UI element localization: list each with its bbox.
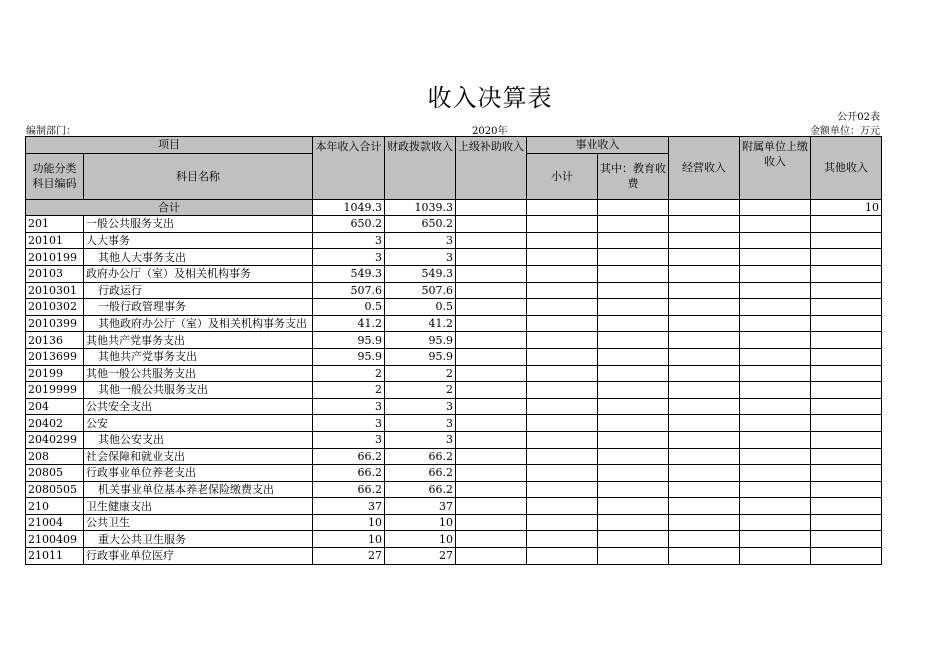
empty-cell (527, 315, 598, 332)
empty-cell (527, 265, 598, 282)
empty-cell (740, 431, 811, 448)
row-fiscal: 2 (385, 365, 456, 382)
empty-cell (811, 498, 882, 515)
row-fiscal: 3 (385, 398, 456, 415)
empty-cell (527, 531, 598, 548)
header-affiliate: 附属单位上缴收入 (740, 137, 811, 200)
row-total: 95.9 (313, 348, 385, 365)
empty-cell (527, 299, 598, 316)
empty-cell (740, 348, 811, 365)
row-code: 204 (26, 398, 84, 415)
empty-cell (811, 481, 882, 498)
row-total: 549.3 (313, 265, 385, 282)
empty-cell (456, 216, 527, 233)
empty-cell (456, 548, 527, 565)
empty-cell (740, 265, 811, 282)
row-fiscal: 507.6 (385, 282, 456, 299)
empty-cell (456, 531, 527, 548)
empty-cell (527, 382, 598, 399)
row-fiscal: 95.9 (385, 332, 456, 349)
row-code: 2010302 (26, 299, 84, 316)
empty-cell (527, 415, 598, 432)
empty-cell (598, 481, 669, 498)
row-total: 3 (313, 431, 385, 448)
row-name: 行政事业单位医疗 (84, 548, 313, 565)
empty-cell (598, 265, 669, 282)
row-code: 20199 (26, 365, 84, 382)
row-code: 2013699 (26, 348, 84, 365)
row-code: 21011 (26, 548, 84, 565)
table-row (26, 548, 882, 565)
row-name: 重大公共卫生服务 (84, 531, 313, 548)
row-code: 208 (26, 448, 84, 465)
row-code: 20402 (26, 415, 84, 432)
empty-cell (456, 382, 527, 399)
row-name: 其他一般公共服务支出 (84, 382, 313, 399)
empty-cell (740, 232, 811, 249)
empty-cell (598, 398, 669, 415)
empty-cell (598, 332, 669, 349)
empty-cell (669, 548, 740, 565)
row-name: 一般公共服务支出 (84, 216, 313, 233)
empty-cell (669, 315, 740, 332)
empty-cell (811, 514, 882, 531)
empty-cell (598, 514, 669, 531)
row-total: 3 (313, 232, 385, 249)
row-code: 20136 (26, 332, 84, 349)
empty-cell (811, 398, 882, 415)
empty-cell (669, 531, 740, 548)
empty-cell (527, 348, 598, 365)
table-row (26, 531, 882, 548)
empty-cell (669, 265, 740, 282)
empty-cell (740, 299, 811, 316)
empty-cell (669, 216, 740, 233)
row-fiscal: 2 (385, 382, 456, 399)
row-name: 其他一般公共服务支出 (84, 365, 313, 382)
empty-cell (456, 465, 527, 482)
empty-cell (740, 498, 811, 515)
row-name: 公安 (84, 415, 313, 432)
empty-cell (669, 498, 740, 515)
row-code: 21004 (26, 514, 84, 531)
empty-cell (740, 216, 811, 233)
row-code: 2010199 (26, 249, 84, 266)
empty-cell (669, 465, 740, 482)
row-total: 66.2 (313, 448, 385, 465)
table-row (26, 498, 882, 515)
empty-cell (598, 249, 669, 266)
row-name: 其他共产党事务支出 (84, 348, 313, 365)
empty-cell (740, 282, 811, 299)
row-code: 2010301 (26, 282, 84, 299)
row-name: 卫生健康支出 (84, 498, 313, 515)
empty-cell (811, 465, 882, 482)
empty-cell (740, 448, 811, 465)
empty-cell (669, 282, 740, 299)
header-edu: 其中：教育收费 (598, 153, 669, 199)
row-total: 650.2 (313, 216, 385, 233)
empty-cell (456, 514, 527, 531)
page-title: 收入决算表 (427, 84, 553, 112)
row-name: 一般行政管理事务 (84, 299, 313, 316)
header-total: 本年收入合计 (313, 137, 385, 200)
empty-cell (811, 299, 882, 316)
row-total: 66.2 (313, 465, 385, 482)
empty-cell (669, 431, 740, 448)
empty-cell (740, 481, 811, 498)
empty-cell (456, 265, 527, 282)
empty-cell (456, 448, 527, 465)
row-code: 210 (26, 498, 84, 515)
row-total: 507.6 (313, 282, 385, 299)
empty-cell (527, 249, 598, 266)
empty-cell (456, 481, 527, 498)
empty-cell (811, 232, 882, 249)
empty-cell (456, 299, 527, 316)
empty-cell (811, 531, 882, 548)
empty-cell (598, 348, 669, 365)
empty-cell (811, 265, 882, 282)
table-row (26, 365, 882, 382)
row-total: 3 (313, 398, 385, 415)
table-row (26, 282, 882, 299)
empty-cell (527, 398, 598, 415)
empty-cell (669, 448, 740, 465)
empty-cell (740, 531, 811, 548)
header-subtotal: 小计 (527, 153, 598, 199)
form-number: 公开02表 (837, 112, 880, 123)
empty-cell (740, 365, 811, 382)
row-fiscal: 0.5 (385, 299, 456, 316)
row-name: 其他公安支出 (84, 431, 313, 448)
header-other: 其他收入 (811, 137, 882, 200)
row-fiscal: 37 (385, 498, 456, 515)
empty-cell (527, 232, 598, 249)
empty-cell (527, 514, 598, 531)
income-table (25, 136, 882, 565)
row-fiscal: 549.3 (385, 265, 456, 282)
row-code: 2080505 (26, 481, 84, 498)
row-name: 其他政府办公厅（室）及相关机构事务支出 (84, 315, 313, 332)
row-total: 10 (313, 531, 385, 548)
row-name: 人大事务 (84, 232, 313, 249)
empty-cell (527, 498, 598, 515)
row-name: 其他人大事务支出 (84, 249, 313, 266)
empty-cell (527, 431, 598, 448)
table-row (26, 348, 882, 365)
table-row (26, 514, 882, 531)
empty-cell (669, 514, 740, 531)
empty-cell (811, 332, 882, 349)
empty-cell (456, 249, 527, 266)
empty-cell (740, 315, 811, 332)
header-business: 事业收入 (527, 137, 669, 154)
empty-cell (527, 216, 598, 233)
empty-cell (740, 398, 811, 415)
empty-cell (598, 548, 669, 565)
row-name: 公共安全支出 (84, 398, 313, 415)
empty-cell (527, 332, 598, 349)
empty-cell (811, 216, 882, 233)
row-code: 2019999 (26, 382, 84, 399)
table-row (26, 415, 882, 432)
table-row (26, 332, 882, 349)
row-total: 2 (313, 365, 385, 382)
table-row (26, 465, 882, 482)
empty-cell (527, 548, 598, 565)
row-name: 社会保障和就业支出 (84, 448, 313, 465)
row-fiscal: 3 (385, 415, 456, 432)
empty-cell (598, 315, 669, 332)
empty-cell (527, 448, 598, 465)
empty-cell (811, 365, 882, 382)
total-amount: 1049.3 (313, 199, 385, 216)
total-row (26, 199, 882, 216)
table-row (26, 481, 882, 498)
row-name: 行政事业单位养老支出 (84, 465, 313, 482)
empty-cell (598, 382, 669, 399)
table-row (26, 431, 882, 448)
row-fiscal: 3 (385, 431, 456, 448)
table-row (26, 398, 882, 415)
total-other: 10 (811, 199, 882, 216)
empty-cell (811, 315, 882, 332)
row-code: 2010399 (26, 315, 84, 332)
empty-cell (598, 415, 669, 432)
table-row (26, 448, 882, 465)
row-name: 行政运行 (84, 282, 313, 299)
empty-cell (456, 282, 527, 299)
row-name: 其他共产党事务支出 (84, 332, 313, 349)
table-row (26, 265, 882, 282)
empty-cell (740, 514, 811, 531)
empty-cell (740, 415, 811, 432)
table-row (26, 249, 882, 266)
empty-cell (811, 548, 882, 565)
row-total: 41.2 (313, 315, 385, 332)
empty-cell (669, 415, 740, 432)
row-code: 20805 (26, 465, 84, 482)
row-total: 37 (313, 498, 385, 515)
empty-cell (740, 332, 811, 349)
empty-cell (669, 398, 740, 415)
empty-cell (669, 232, 740, 249)
empty-cell (598, 282, 669, 299)
row-total: 95.9 (313, 332, 385, 349)
empty-cell (527, 481, 598, 498)
row-total: 0.5 (313, 299, 385, 316)
row-fiscal: 650.2 (385, 216, 456, 233)
empty-cell (598, 299, 669, 316)
empty-cell (740, 548, 811, 565)
empty-cell (740, 382, 811, 399)
row-name: 公共卫生 (84, 514, 313, 531)
empty-cell (669, 481, 740, 498)
empty-cell (669, 332, 740, 349)
row-code: 2040299 (26, 431, 84, 448)
dept-label: 编制部门： (26, 126, 76, 137)
header-fiscal: 财政拨款收入 (385, 137, 456, 200)
table-row (26, 315, 882, 332)
row-total: 10 (313, 514, 385, 531)
empty-cell (527, 282, 598, 299)
empty-cell (598, 465, 669, 482)
year-label: 2020年 (472, 126, 508, 137)
total-label: 合计 (26, 199, 313, 216)
empty-cell (598, 448, 669, 465)
row-fiscal: 41.2 (385, 315, 456, 332)
empty-cell (740, 465, 811, 482)
unit-label: 金额单位：万元 (810, 126, 880, 137)
row-name: 机关事业单位基本养老保险缴费支出 (84, 481, 313, 498)
empty-cell (456, 232, 527, 249)
empty-cell (740, 249, 811, 266)
empty-cell (456, 398, 527, 415)
empty-cell (598, 498, 669, 515)
row-fiscal: 3 (385, 249, 456, 266)
empty-cell (811, 448, 882, 465)
row-code: 20101 (26, 232, 84, 249)
table-row (26, 216, 882, 233)
empty-cell (527, 465, 598, 482)
row-code: 2100409 (26, 531, 84, 548)
empty-cell (527, 365, 598, 382)
row-fiscal: 66.2 (385, 465, 456, 482)
empty-cell (811, 382, 882, 399)
row-total: 3 (313, 415, 385, 432)
empty-cell (598, 531, 669, 548)
table-row (26, 299, 882, 316)
empty-cell (811, 348, 882, 365)
table-row (26, 232, 882, 249)
row-total: 27 (313, 548, 385, 565)
empty-cell (811, 415, 882, 432)
empty-cell (456, 365, 527, 382)
empty-cell (598, 232, 669, 249)
row-fiscal: 3 (385, 232, 456, 249)
row-fiscal: 10 (385, 514, 456, 531)
empty-cell (811, 249, 882, 266)
empty-cell (456, 315, 527, 332)
row-total: 66.2 (313, 481, 385, 498)
empty-cell (598, 365, 669, 382)
row-name: 政府办公厅（室）及相关机构事务 (84, 265, 313, 282)
row-fiscal: 27 (385, 548, 456, 565)
empty-cell (598, 216, 669, 233)
empty-cell (456, 332, 527, 349)
empty-cell (669, 348, 740, 365)
empty-cell (669, 365, 740, 382)
table-row (26, 382, 882, 399)
empty-cell (456, 431, 527, 448)
header-code: 功能分类科目编码 (26, 153, 84, 199)
row-code: 20103 (26, 265, 84, 282)
empty-cell (669, 299, 740, 316)
header-name: 科目名称 (84, 153, 313, 199)
empty-cell (669, 382, 740, 399)
row-fiscal: 66.2 (385, 481, 456, 498)
header-operating: 经营收入 (669, 137, 740, 200)
row-fiscal: 95.9 (385, 348, 456, 365)
empty-cell (811, 282, 882, 299)
header-superior: 上级补助收入 (456, 137, 527, 200)
row-fiscal: 10 (385, 531, 456, 548)
total-fiscal: 1039.3 (385, 199, 456, 216)
empty-cell (456, 415, 527, 432)
empty-cell (598, 431, 669, 448)
empty-cell (456, 348, 527, 365)
row-code: 201 (26, 216, 84, 233)
empty-cell (811, 431, 882, 448)
empty-cell (669, 249, 740, 266)
row-total: 2 (313, 382, 385, 399)
empty-cell (456, 498, 527, 515)
header-item: 项目 (26, 137, 313, 154)
row-total: 3 (313, 249, 385, 266)
row-fiscal: 66.2 (385, 448, 456, 465)
